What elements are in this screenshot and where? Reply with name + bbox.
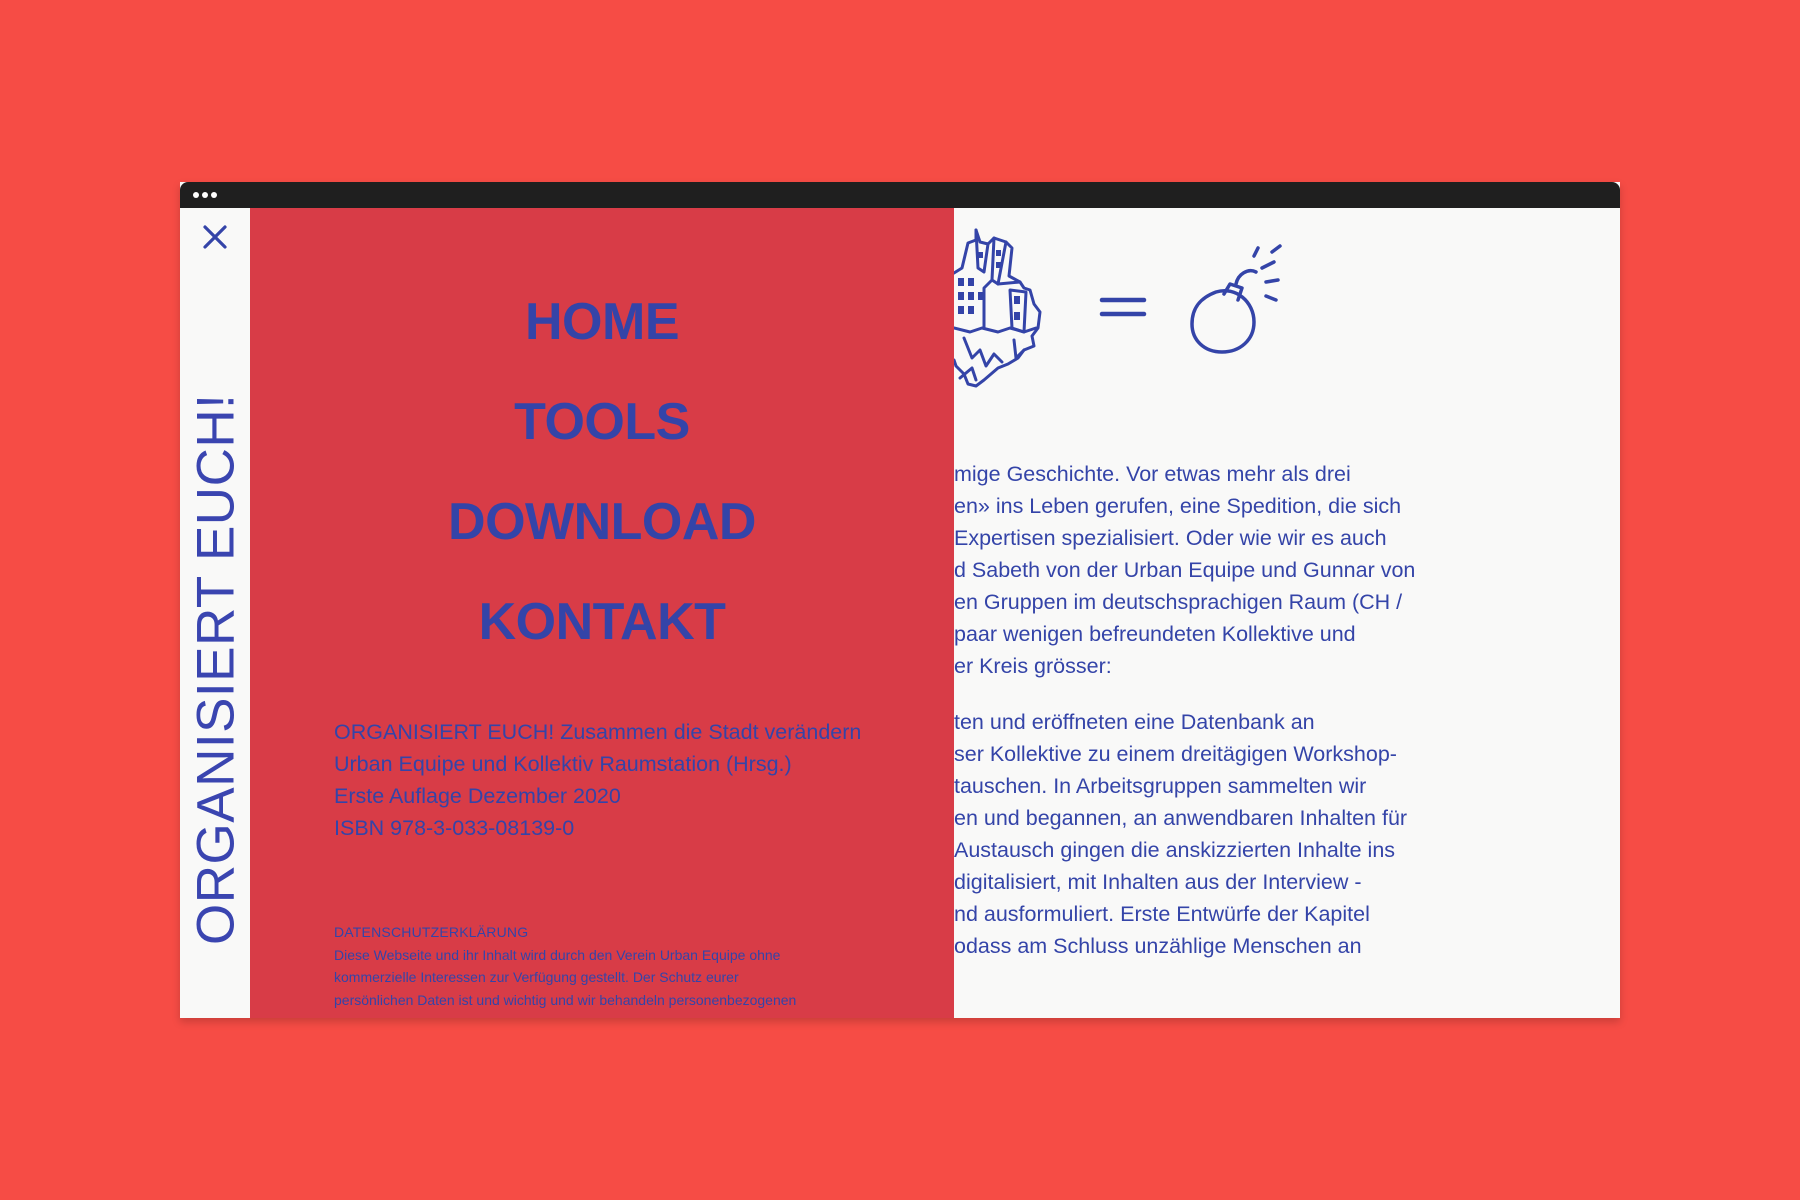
imprint-title: ORGANISIERT EUCH! Zusammen die Stadt verändern (334, 720, 862, 744)
browser-window (180, 182, 1620, 1018)
privacy-line: persönlichen Daten ist und wichtig und wir behandeln personenbezogenen (334, 991, 797, 1008)
content-line: en Gruppen im deutschsprachigen Raum (CH / (954, 590, 1403, 614)
content-line: ten und eröffneten eine Datenbank an (954, 710, 1315, 734)
nav-item-tools[interactable]: TOOLS (514, 393, 690, 451)
content-line: Austausch gingen die anskizzierten Inhalte ins (954, 838, 1396, 862)
content-line: paar wenigen befreundeten Kollektive und (954, 622, 1356, 646)
imprint (334, 716, 861, 844)
window-dot (193, 192, 199, 198)
imprint-publisher: Urban Equipe und Kollektiv Raumstation (Hrsg.) (334, 752, 792, 776)
content-line: ser Kollektive zu einem dreitägigen Workshop- (954, 742, 1397, 766)
content-line: Expertisen spezialisiert. Oder wie wir es auch (954, 526, 1387, 550)
content-line: tauschen. In Arbeitsgruppen sammelten wir (954, 774, 1367, 798)
content-paragraph-1 (954, 458, 1454, 682)
window-dot (211, 192, 217, 198)
privacy-text (334, 944, 874, 1011)
content-line: mige Geschichte. Vor etwas mehr als drei (954, 462, 1351, 486)
imprint-edition: Erste Auflage Dezember 2020 (334, 784, 621, 808)
menu-panel (250, 208, 954, 1018)
content-line: d Sabeth von der Urban Equipe und Gunnar von (954, 558, 1416, 582)
content-line: odass am Schluss unzählige Menschen an (954, 934, 1362, 958)
content-line: digitalisiert, mit Inhalten aus der Interview - (954, 870, 1362, 894)
window-dot (202, 192, 208, 198)
vertical-site-title[interactable]: ORGANISIERT EUCH! (186, 393, 246, 945)
page-viewport (180, 208, 1620, 1018)
privacy-statement (334, 924, 874, 1011)
main-nav (250, 292, 954, 692)
privacy-line: kommerzielle Interessen zur Verfügung gestellt. Der Schutz eurer (334, 969, 739, 986)
sidebar-strip (180, 208, 250, 1018)
nav-item-kontakt[interactable]: KONTAKT (478, 593, 726, 651)
content-line: en» ins Leben gerufen, eine Spedition, die sich (954, 494, 1402, 518)
content-line: en und begannen, an anwendbaren Inhalten für (954, 806, 1408, 830)
content-line: nd ausformuliert. Erste Entwürfe der Kapitel (954, 902, 1370, 926)
privacy-title: DATENSCHUTZERKLÄRUNG (334, 924, 529, 940)
nav-item-download[interactable]: DOWNLOAD (448, 493, 756, 551)
close-icon[interactable] (198, 220, 232, 254)
content-paragraph-2 (954, 706, 1454, 962)
nav-item-home[interactable]: HOME (525, 293, 679, 351)
content-line: er Kreis grösser: (954, 654, 1112, 678)
window-dots-icon[interactable] (193, 192, 217, 198)
window-titlebar (180, 182, 1620, 208)
main-content (954, 208, 1620, 1018)
privacy-line: Diese Webseite und ihr Inhalt wird durch den Verein Urban Equipe ohne (334, 947, 781, 963)
imprint-isbn: ISBN 978-3-033-08139-0 (334, 816, 575, 840)
city-equals-bomb-illustration (954, 228, 1314, 418)
